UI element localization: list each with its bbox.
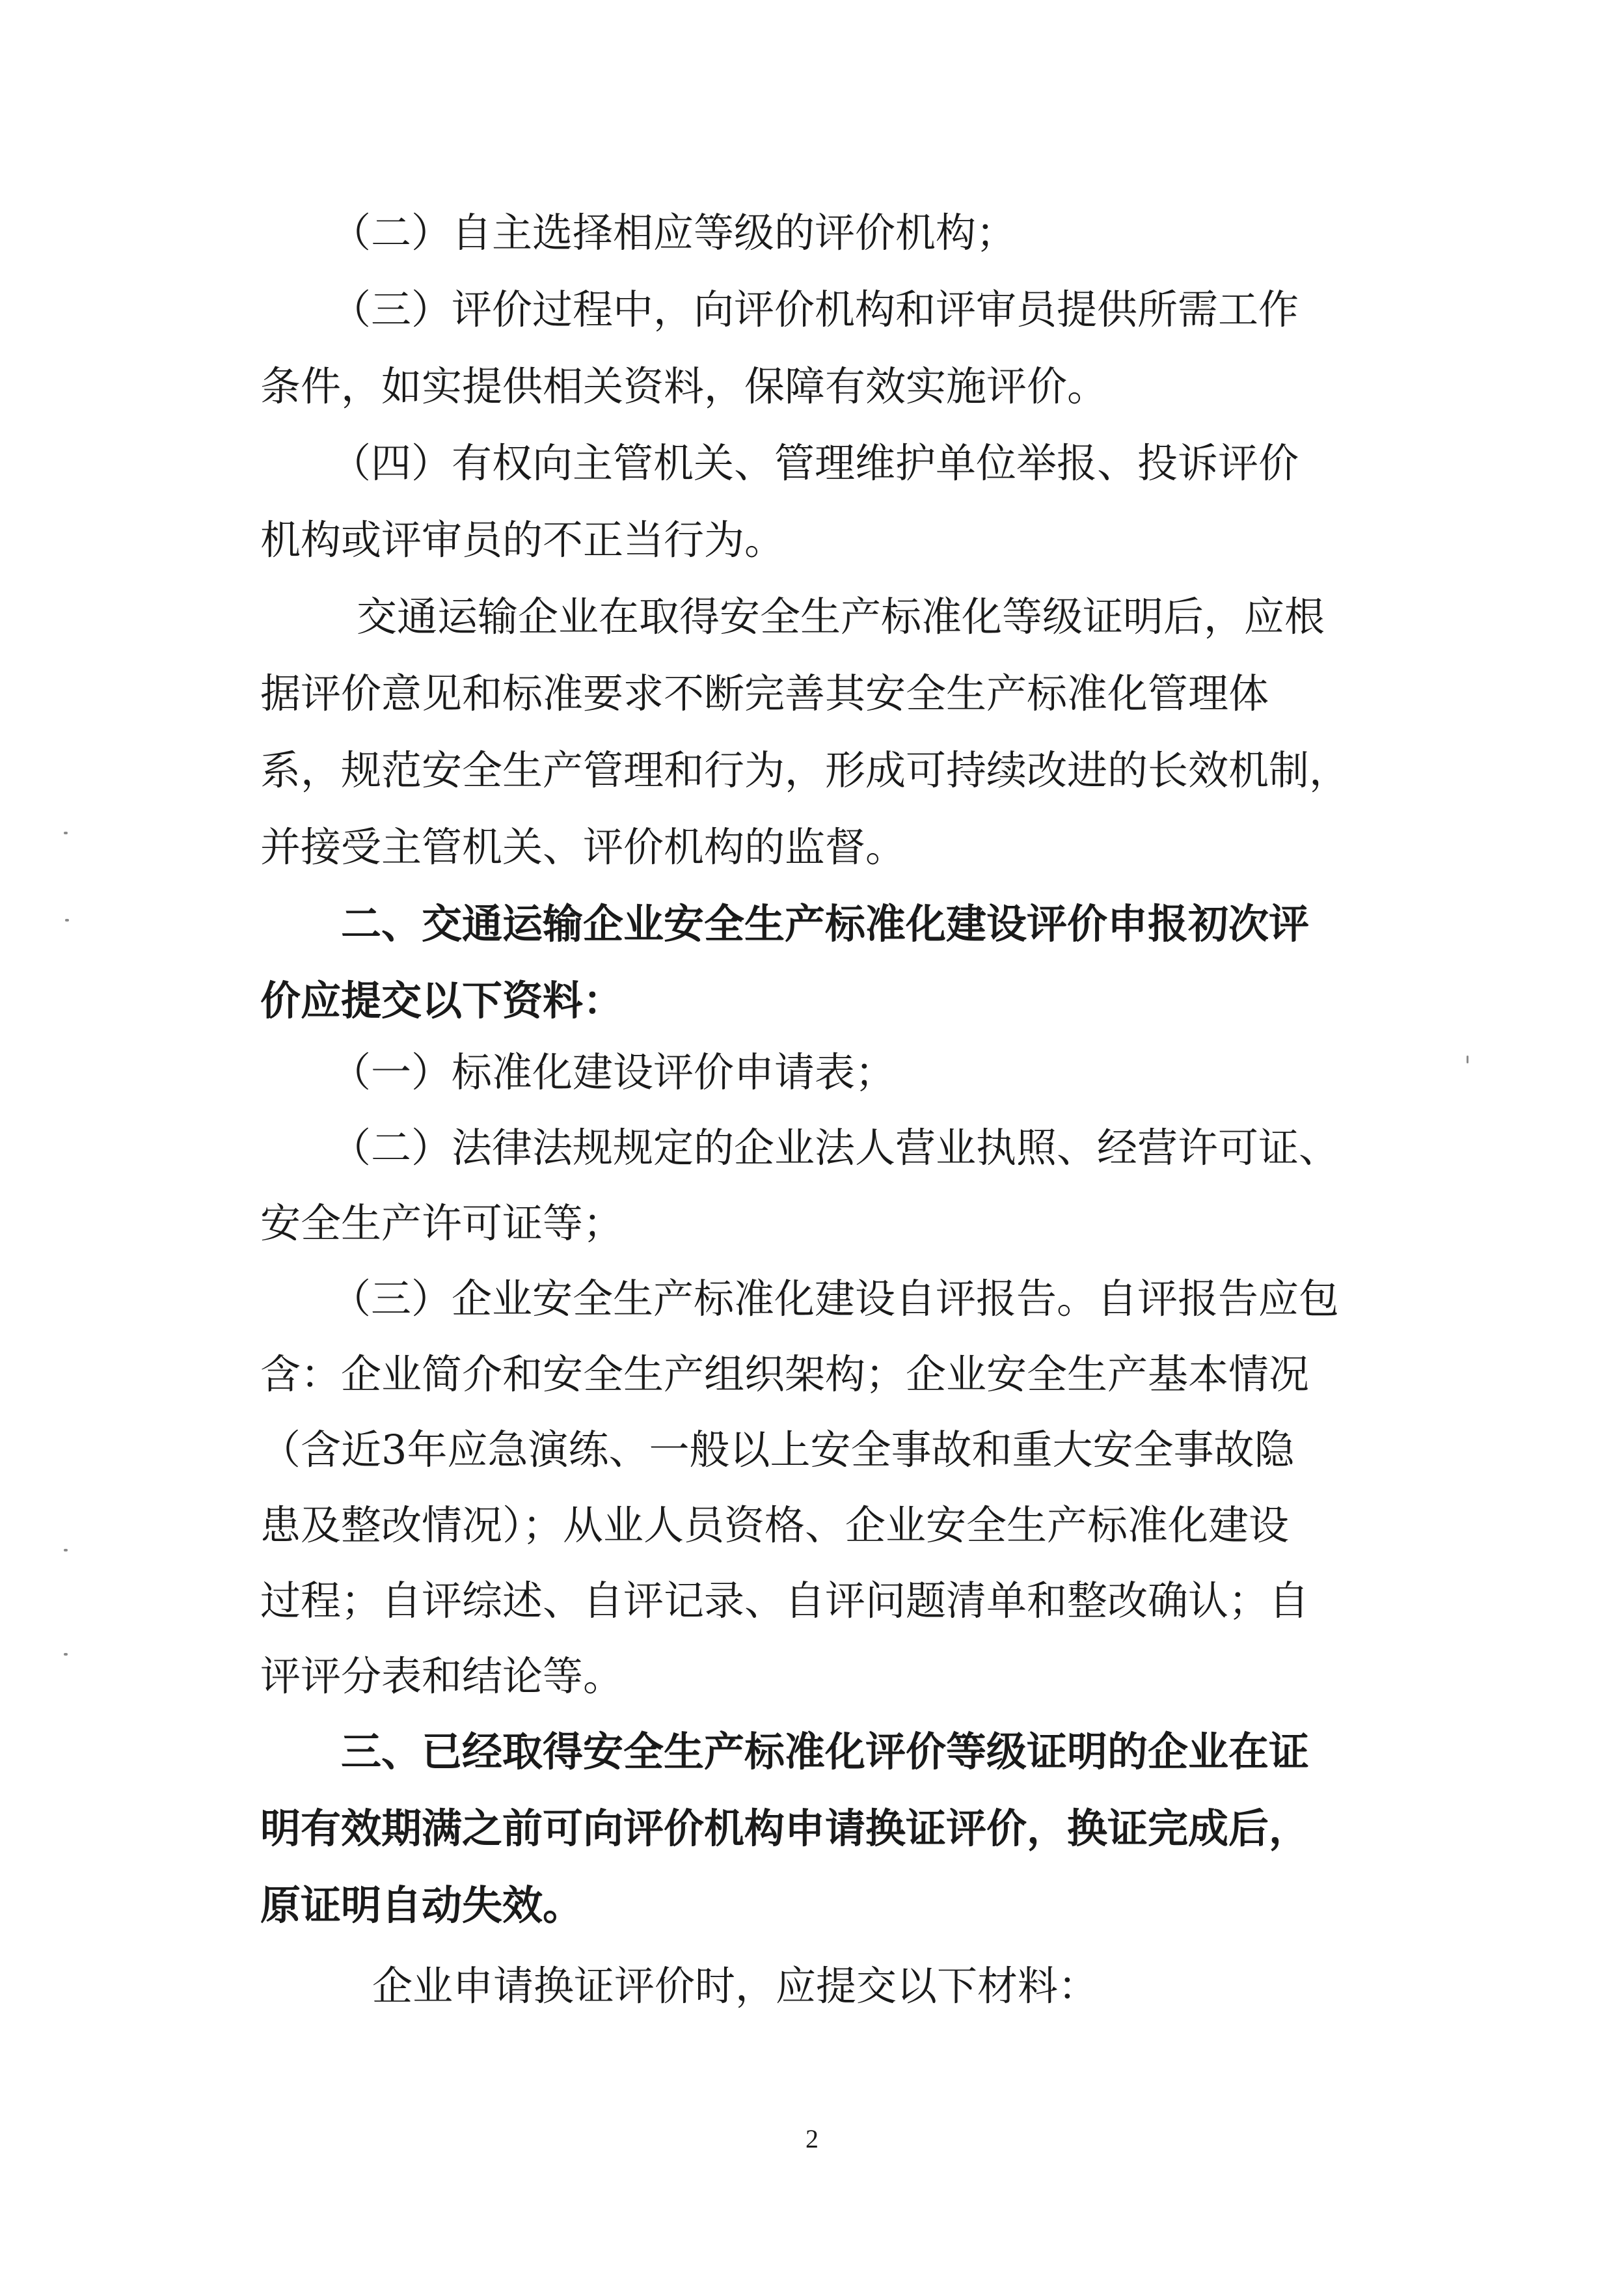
section-heading-line: 明有效期满之前可向评价机构申请换证评价，换证完成后， <box>260 1805 1310 1852</box>
text-line: 安全生产许可证等； <box>260 1199 624 1247</box>
text-line: 评评分表和结论等。 <box>260 1652 624 1700</box>
text-line: （三）企业安全生产标准化建设自评报告。自评报告应包 <box>331 1275 1340 1322</box>
section-heading-line: 价应提交以下资料： <box>260 977 624 1024</box>
text-line: 据评价意见和标准要求不断完善其安全生产标准化管理体 <box>260 670 1269 717</box>
scan-speck <box>64 832 68 834</box>
text-line: 企业申请换证评价时，应提交以下材料： <box>372 1962 1099 2010</box>
text-line: （二）法律法规规定的企业法人营业执照、经营许可证、 <box>331 1124 1340 1171</box>
text-line: 过程；自评综述、自评记录、自评问题清单和整改确认；自 <box>260 1577 1310 1624</box>
section-heading-line: 三、已经取得安全生产标准化评价等级证明的企业在证 <box>341 1728 1310 1775</box>
scan-speck <box>64 1653 68 1656</box>
text-line: 系，规范安全生产管理和行为，形成可持续改进的长效机制， <box>260 746 1350 794</box>
section-heading-line: 原证明自动失效。 <box>260 1881 584 1929</box>
text-line: 含：企业简介和安全生产组织架构；企业安全生产基本情况 <box>260 1350 1310 1398</box>
scan-speck <box>65 919 69 922</box>
page-number: 2 <box>805 2124 819 2153</box>
text-line: 条件，如实提供相关资料，保障有效实施评价。 <box>260 362 1108 410</box>
section-heading-line: 二、交通运输企业安全生产标准化建设评价申报初次评 <box>341 900 1310 948</box>
text-line: （一）标准化建设评价申请表； <box>331 1048 896 1096</box>
scan-speck <box>1467 1056 1468 1063</box>
text-line: （三）评价过程中，向评价机构和评审员提供所需工作 <box>331 286 1299 333</box>
text-line: （二）自主选择相应等级的评价机构； <box>331 209 1017 256</box>
text-line: 机构或评审员的不正当行为。 <box>260 516 785 564</box>
text-line: （含近3年应急演练、一般以上安全事故和重大安全事故隐 <box>260 1426 1295 1473</box>
text-line: 并接受主管机关、评价机构的监督。 <box>260 823 906 871</box>
text-line: 交通运输企业在取得安全生产标准化等级证明后，应根 <box>357 593 1325 640</box>
scan-speck <box>64 1549 68 1551</box>
text-line: 患及整改情况）；从业人员资格、企业安全生产标准化建设 <box>260 1501 1290 1549</box>
text-line: （四）有权向主管机关、管理维护单位举报、投诉评价 <box>331 439 1299 487</box>
